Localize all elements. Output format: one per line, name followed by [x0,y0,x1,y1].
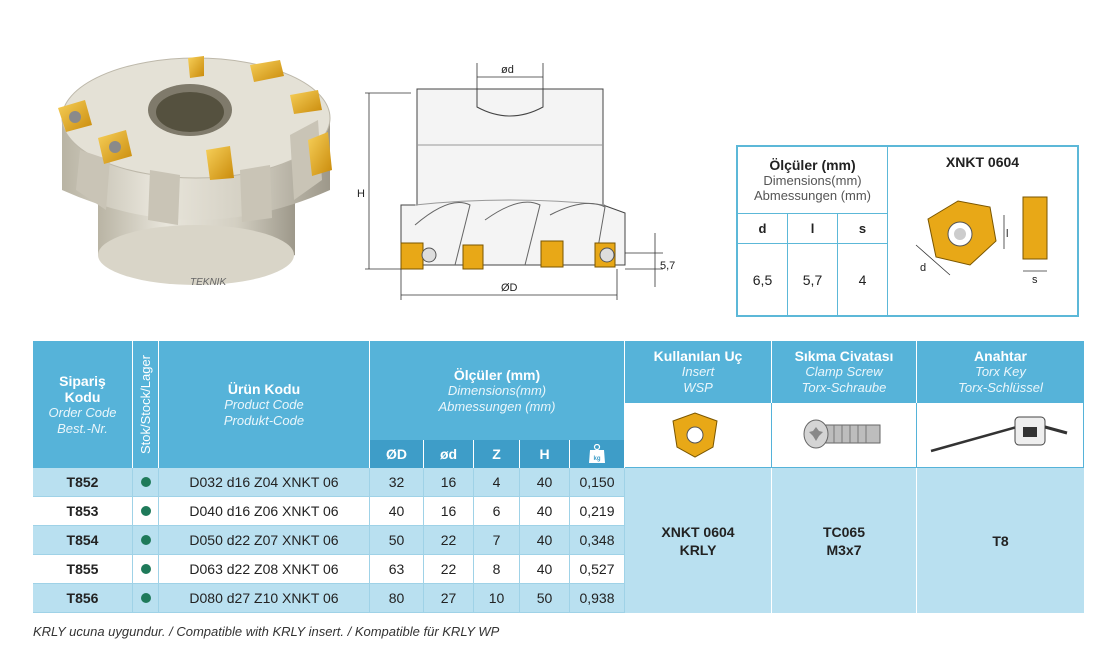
key-value [917,468,1084,613]
dimbox-val-l: 5,7 [788,244,838,315]
weight: 0,219 [570,497,625,525]
dim-d: 22 [424,526,474,554]
dim-D: 32 [370,468,424,496]
dim-z: 10 [474,584,520,612]
header-key [917,341,1084,403]
dimbox-val-d: 6,5 [738,244,788,315]
dimbox-col-d: d [738,214,788,244]
dim-odbig-label: ØD [501,282,518,294]
table-row [33,497,625,526]
header-order-en: Order Code [48,404,117,420]
subheader-D: ØD [370,440,424,468]
screw-value [772,468,917,613]
header-key-tr: Anahtar [974,348,1027,364]
dimbox-val-s: 4 [838,244,888,315]
dim-D: 63 [370,555,424,583]
dimbox-title-en: Dimensions(mm) [763,173,862,188]
table-row [33,584,625,613]
stock-dot [141,564,151,574]
weight-icon [570,440,625,468]
header-screw-en: Clamp Screw [805,364,883,379]
dim-z: 6 [474,497,520,525]
dim-side-label: 5,7 [660,260,676,272]
product-code: D063 d22 Z08 XNKT 06 [159,555,370,583]
subheader-d: ød [424,440,474,468]
header-product-en: Product Code [224,396,304,412]
header-order-code [33,341,133,468]
torx-key-image [917,403,1084,468]
table-row [33,526,625,555]
dim-d: 16 [424,497,474,525]
weight: 0,348 [570,526,625,554]
header-screw-de: Torx-Schraube [801,380,887,395]
dim-h: 40 [520,497,570,525]
header-stock-text: Stok/Stock/Lager [138,355,153,454]
insert-value [625,468,772,613]
dimbox-title-de: Abmessungen (mm) [753,188,872,203]
screw-image [772,403,917,468]
stock-dot [141,477,151,487]
product-code: D080 d27 Z10 XNKT 06 [159,584,370,612]
technical-drawing [355,55,685,315]
order-code: T854 [33,526,133,554]
insert-image [625,403,772,468]
order-code: T852 [33,468,133,496]
subheader-h: H [520,440,570,468]
dimbox-title-tr: Ölçüler (mm) [769,157,856,173]
dimbox-col-s: s [838,214,888,244]
order-code: T855 [33,555,133,583]
dim-h-label: H [357,188,365,200]
header-insert-de: WSP [683,380,713,395]
weight-icon-label: kg [593,456,601,462]
key-value-text: T8 [992,532,1009,549]
header-dims-en: Dimensions(mm) [447,382,547,398]
dim-D: 50 [370,526,424,554]
stock-dot [141,506,151,516]
dim-d: 22 [424,555,474,583]
header-stock [133,341,159,468]
header-key-de: Torx-Schlüssel [958,380,1043,395]
table-row [33,468,625,497]
subheader-z: Z [474,440,520,468]
product-table [33,341,1084,613]
dim-d: 16 [424,468,474,496]
insert-dimensions-box [736,145,1079,317]
header-insert [625,341,772,403]
dim-D: 40 [370,497,424,525]
stock-dot [141,593,151,603]
header-product-code [159,341,370,468]
dim-h: 40 [520,468,570,496]
dim-D: 80 [370,584,424,612]
screw-value-line1: TC065 [822,523,866,540]
insert-value-line2: KRLY [679,541,717,558]
dim-h: 40 [520,526,570,554]
weight: 0,150 [570,468,625,496]
header-product-de: Produkt-Code [223,412,305,428]
insert-drawing [898,179,1074,309]
header-screw-tr: Sıkma Civatası [794,348,894,364]
insert-d-label: d [920,262,927,274]
dim-z: 4 [474,468,520,496]
header-dims-de: Abmessungen (mm) [438,398,556,414]
stock-dot [141,535,151,545]
header-order-de: Best.-Nr. [57,420,108,436]
dimbox-col-l: l [788,214,838,244]
dim-h: 40 [520,555,570,583]
dim-d: 27 [424,584,474,612]
order-code: T856 [33,584,133,612]
dim-od-label: ød [501,64,514,76]
header-order-tr2: Kodu [64,388,101,405]
product-code: D032 d16 Z04 XNKT 06 [159,468,370,496]
milling-cutter-photo [40,40,350,310]
header-order-tr: Sipariş [59,372,106,389]
dimbox-insert-name: XNKT 0604 [945,154,1020,170]
insert-s-label: s [1032,274,1038,286]
header-key-en: Torx Key [975,364,1026,379]
product-code: D050 d22 Z07 XNKT 06 [159,526,370,554]
screw-value-line2: M3x7 [826,541,862,558]
footnote: KRLY ucuna uygundur. / Compatible with KRLY insert. / Kompatible für KRLY WP [33,624,500,639]
header-insert-tr: Kullanılan Uç [653,348,743,364]
header-dimensions [370,341,625,440]
dim-z: 8 [474,555,520,583]
brand-logo: TEKNIK [190,277,227,288]
dim-h: 50 [520,584,570,612]
header-insert-en: Insert [681,364,715,379]
header-product-tr: Ürün Kodu [227,380,301,397]
insert-l-label: l [1006,228,1009,240]
weight: 0,938 [570,584,625,612]
header-dims-tr: Ölçüler (mm) [453,366,541,383]
weight: 0,527 [570,555,625,583]
insert-value-line1: XNKT 0604 [661,523,735,540]
dim-z: 7 [474,526,520,554]
order-code: T853 [33,497,133,525]
table-row [33,555,625,584]
dimbox-title [738,147,888,214]
product-code: D040 d16 Z06 XNKT 06 [159,497,370,525]
header-screw [772,341,917,403]
